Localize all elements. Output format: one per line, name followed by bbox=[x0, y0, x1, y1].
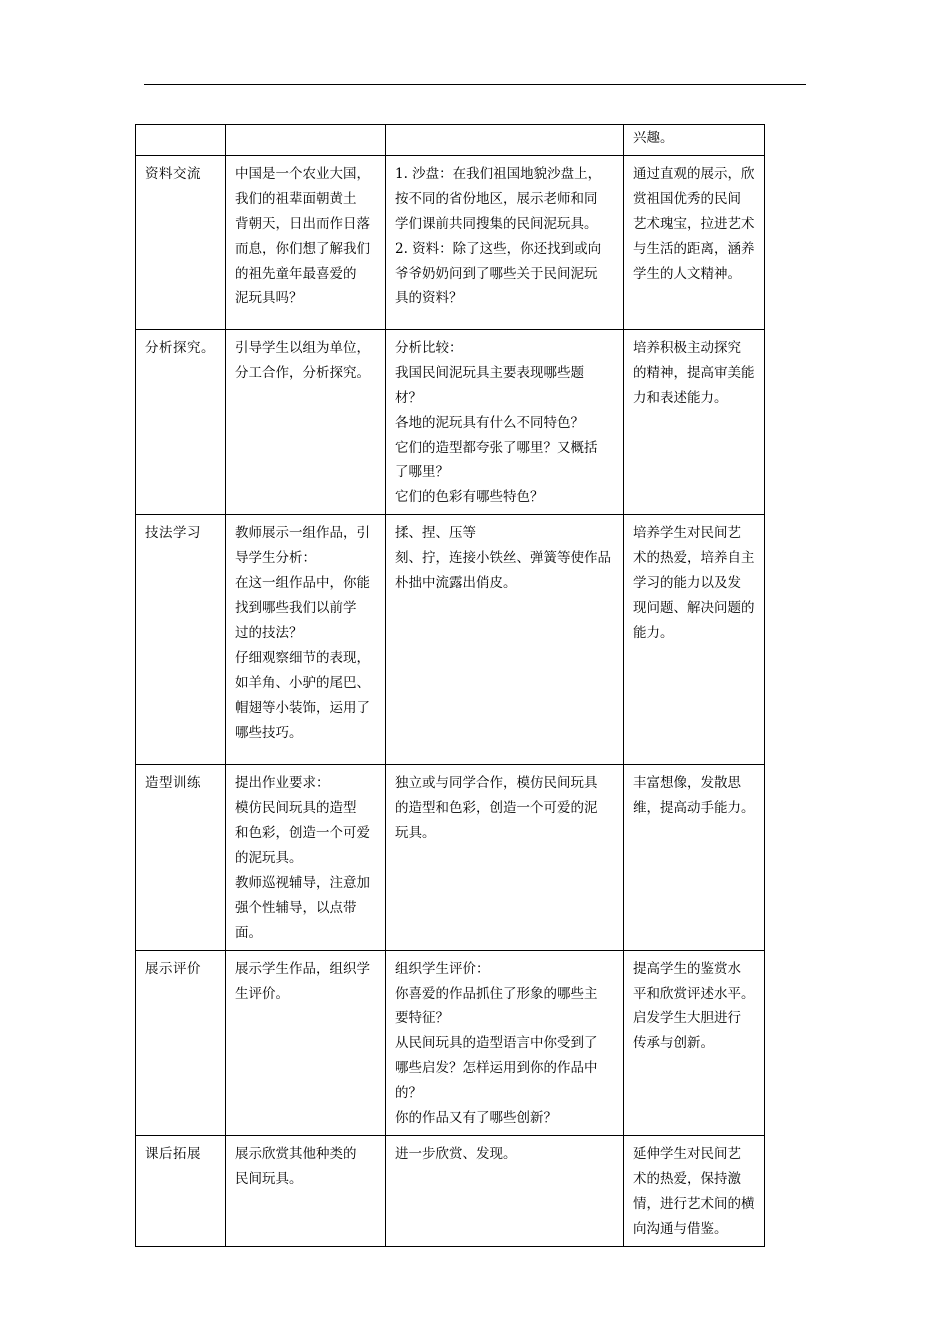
stage-label: 分析探究。 bbox=[145, 339, 215, 356]
student-line: 要特征？ bbox=[395, 1010, 449, 1027]
teacher-line: 强个性辅导，以点带 bbox=[235, 899, 357, 916]
student-line: 朴拙中流露出俏皮。 bbox=[395, 575, 517, 592]
intent-line: 赏祖国优秀的民间 bbox=[633, 190, 741, 207]
student-line: 的造型和色彩，创造一个可爱的泥 bbox=[395, 800, 598, 817]
stage-label: 课后拓展 bbox=[145, 1145, 201, 1162]
table-row bbox=[136, 950, 765, 1135]
student-cell bbox=[386, 155, 624, 329]
teacher-line: 提出作业要求： bbox=[235, 775, 330, 792]
teacher-cell bbox=[226, 329, 386, 514]
student-line: 它们的造型都夸张了哪里？又概括 bbox=[395, 439, 598, 456]
teacher-line: 过的技法？ bbox=[235, 624, 303, 641]
intent-line: 与生活的距离，涵养 bbox=[633, 240, 755, 257]
stage-cell bbox=[136, 329, 226, 514]
teacher-line: 教师巡视辅导，注意加 bbox=[235, 874, 370, 891]
teacher-line: 背朝天，日出而作日落 bbox=[235, 215, 370, 232]
student-line: 爷爷奶奶问到了哪些关于民间泥玩 bbox=[395, 265, 598, 282]
student-line: 组织学生评价： bbox=[395, 960, 490, 977]
stage-cell bbox=[136, 155, 226, 329]
student-cell bbox=[386, 765, 624, 950]
teacher-cell bbox=[226, 950, 386, 1135]
intent-cell bbox=[624, 125, 765, 156]
intent-line: 兴趣。 bbox=[633, 130, 674, 146]
intent-cell bbox=[624, 765, 765, 950]
table-row bbox=[136, 155, 765, 329]
intent-line: 情，进行艺术间的横 bbox=[633, 1195, 755, 1212]
intent-line: 术的热爱，培养自主 bbox=[633, 550, 755, 567]
intent-line: 的精神，提高审美能 bbox=[633, 364, 755, 381]
teacher-line: 我们的祖辈面朝黄土 bbox=[235, 190, 357, 207]
stage-cell bbox=[136, 765, 226, 950]
teacher-line: 民间玩具。 bbox=[235, 1170, 303, 1187]
student-line: 哪些启发？怎样运用到你的作品中 bbox=[395, 1060, 598, 1077]
student-line: 材？ bbox=[395, 389, 422, 406]
table-row bbox=[136, 125, 765, 156]
table-row bbox=[136, 329, 765, 514]
intent-cell bbox=[624, 515, 765, 765]
student-line: 独立或与同学合作，模仿民间玩具 bbox=[395, 775, 598, 792]
stage-cell bbox=[136, 1135, 226, 1246]
intent-line: 启发学生大胆进行 bbox=[633, 1010, 741, 1027]
student-line: 玩具。 bbox=[395, 825, 436, 842]
teacher-line: 导学生分析： bbox=[235, 550, 316, 567]
intent-line: 能力。 bbox=[633, 624, 674, 641]
student-line: 我国民间泥玩具主要表现哪些题 bbox=[395, 364, 584, 381]
teacher-cell bbox=[226, 1135, 386, 1246]
student-line: 按不同的省份地区，展示老师和同 bbox=[395, 190, 598, 207]
teacher-line: 帽翅等小装饰，运用了 bbox=[235, 699, 370, 716]
intent-line: 丰富想像，发散思 bbox=[633, 775, 741, 792]
teacher-line: 生评价。 bbox=[235, 985, 289, 1002]
teacher-line: 和色彩，创造一个可爱 bbox=[235, 825, 370, 842]
teacher-line: 在这一组作品中，你能 bbox=[235, 575, 370, 592]
student-cell bbox=[386, 950, 624, 1135]
stage-label: 技法学习 bbox=[145, 525, 201, 542]
student-line: 学们课前共同搜集的民间泥玩具。 bbox=[395, 215, 598, 232]
teacher-cell bbox=[226, 155, 386, 329]
stage-label: 资料交流 bbox=[145, 165, 201, 182]
intent-line: 现问题、解决问题的 bbox=[633, 599, 755, 616]
student-line: 的？ bbox=[395, 1085, 422, 1102]
intent-line: 提高学生的鉴赏水 bbox=[633, 960, 741, 977]
student-cell bbox=[386, 1135, 624, 1246]
stage-cell bbox=[136, 515, 226, 765]
teacher-cell bbox=[226, 515, 386, 765]
teacher-line: 中国是一个农业大国， bbox=[235, 165, 370, 182]
table-row bbox=[136, 515, 765, 765]
table-row bbox=[136, 765, 765, 950]
teacher-cell bbox=[226, 125, 386, 156]
teacher-line: 分工合作，分析探究。 bbox=[235, 364, 370, 381]
teacher-line: 仔细观察细节的表现， bbox=[235, 649, 370, 666]
stage-cell bbox=[136, 125, 226, 156]
student-cell bbox=[386, 515, 624, 765]
teacher-line: 教师展示一组作品，引 bbox=[235, 525, 370, 542]
intent-line: 平和欣赏评述水平。 bbox=[633, 985, 755, 1002]
intent-line: 培养积极主动探究 bbox=[633, 339, 741, 356]
header-rule bbox=[144, 84, 806, 85]
student-line: 各地的泥玩具有什么不同特色？ bbox=[395, 414, 584, 431]
intent-line: 学生的人文精神。 bbox=[633, 265, 741, 282]
intent-line: 维，提高动手能力。 bbox=[633, 800, 755, 817]
teacher-line: 的祖先童年最喜爱的 bbox=[235, 265, 357, 282]
stage-label: 展示评价 bbox=[145, 960, 201, 977]
teacher-line: 面。 bbox=[235, 924, 262, 941]
intent-cell bbox=[624, 950, 765, 1135]
student-line: 你喜爱的作品抓住了形象的哪些主 bbox=[395, 985, 598, 1002]
student-line: 具的资料？ bbox=[395, 290, 463, 307]
intent-line: 延伸学生对民间艺 bbox=[633, 1145, 741, 1162]
student-line: 了哪里？ bbox=[395, 464, 449, 481]
stage-label: 造型训练 bbox=[145, 775, 201, 792]
student-line: 揉、捏、压等 bbox=[395, 525, 476, 542]
table-row bbox=[136, 1135, 765, 1246]
intent-line: 向沟通与借鉴。 bbox=[633, 1220, 728, 1237]
student-line: 从民间玩具的造型语言中你受到了 bbox=[395, 1035, 598, 1052]
teacher-line: 如羊角、小驴的尾巴、 bbox=[235, 674, 370, 691]
lesson-plan-table bbox=[135, 124, 765, 1247]
teacher-line: 展示学生作品，组织学 bbox=[235, 960, 370, 977]
intent-cell bbox=[624, 155, 765, 329]
intent-line: 术的热爱，保持激 bbox=[633, 1170, 741, 1187]
intent-cell bbox=[624, 1135, 765, 1246]
intent-line: 传承与创新。 bbox=[633, 1035, 714, 1052]
intent-line: 力和表述能力。 bbox=[633, 389, 728, 406]
intent-line: 通过直观的展示，欣 bbox=[633, 165, 755, 182]
student-line: 进一步欣赏、发现。 bbox=[395, 1145, 517, 1162]
teacher-line: 而息，你们想了解我们 bbox=[235, 240, 370, 257]
teacher-line: 模仿民间玩具的造型 bbox=[235, 800, 357, 817]
intent-line: 艺术瑰宝，拉进艺术 bbox=[633, 215, 755, 232]
teacher-line: 引导学生以组为单位， bbox=[235, 339, 370, 356]
student-cell bbox=[386, 125, 624, 156]
student-line: 分析比较： bbox=[395, 339, 463, 356]
student-line: 2. 资料：除了这些，你还找到或向 bbox=[395, 240, 602, 257]
student-line: 刻、拧，连接小铁丝、弹簧等使作品 bbox=[395, 550, 611, 567]
teacher-cell bbox=[226, 765, 386, 950]
student-line: 你的作品又有了哪些创新？ bbox=[395, 1110, 557, 1127]
stage-cell bbox=[136, 950, 226, 1135]
intent-line: 培养学生对民间艺 bbox=[633, 525, 741, 542]
student-cell bbox=[386, 329, 624, 514]
student-line: 它们的色彩有哪些特色？ bbox=[395, 489, 544, 506]
teacher-line: 展示欣赏其他种类的 bbox=[235, 1145, 357, 1162]
teacher-line: 泥玩具吗？ bbox=[235, 290, 303, 307]
intent-line: 学习的能力以及发 bbox=[633, 575, 741, 592]
student-line: 1. 沙盘：在我们祖国地貌沙盘上， bbox=[395, 165, 602, 182]
teacher-line: 的泥玩具。 bbox=[235, 849, 303, 866]
intent-cell bbox=[624, 329, 765, 514]
teacher-line: 哪些技巧。 bbox=[235, 724, 303, 741]
teacher-line: 找到哪些我们以前学 bbox=[235, 599, 357, 616]
